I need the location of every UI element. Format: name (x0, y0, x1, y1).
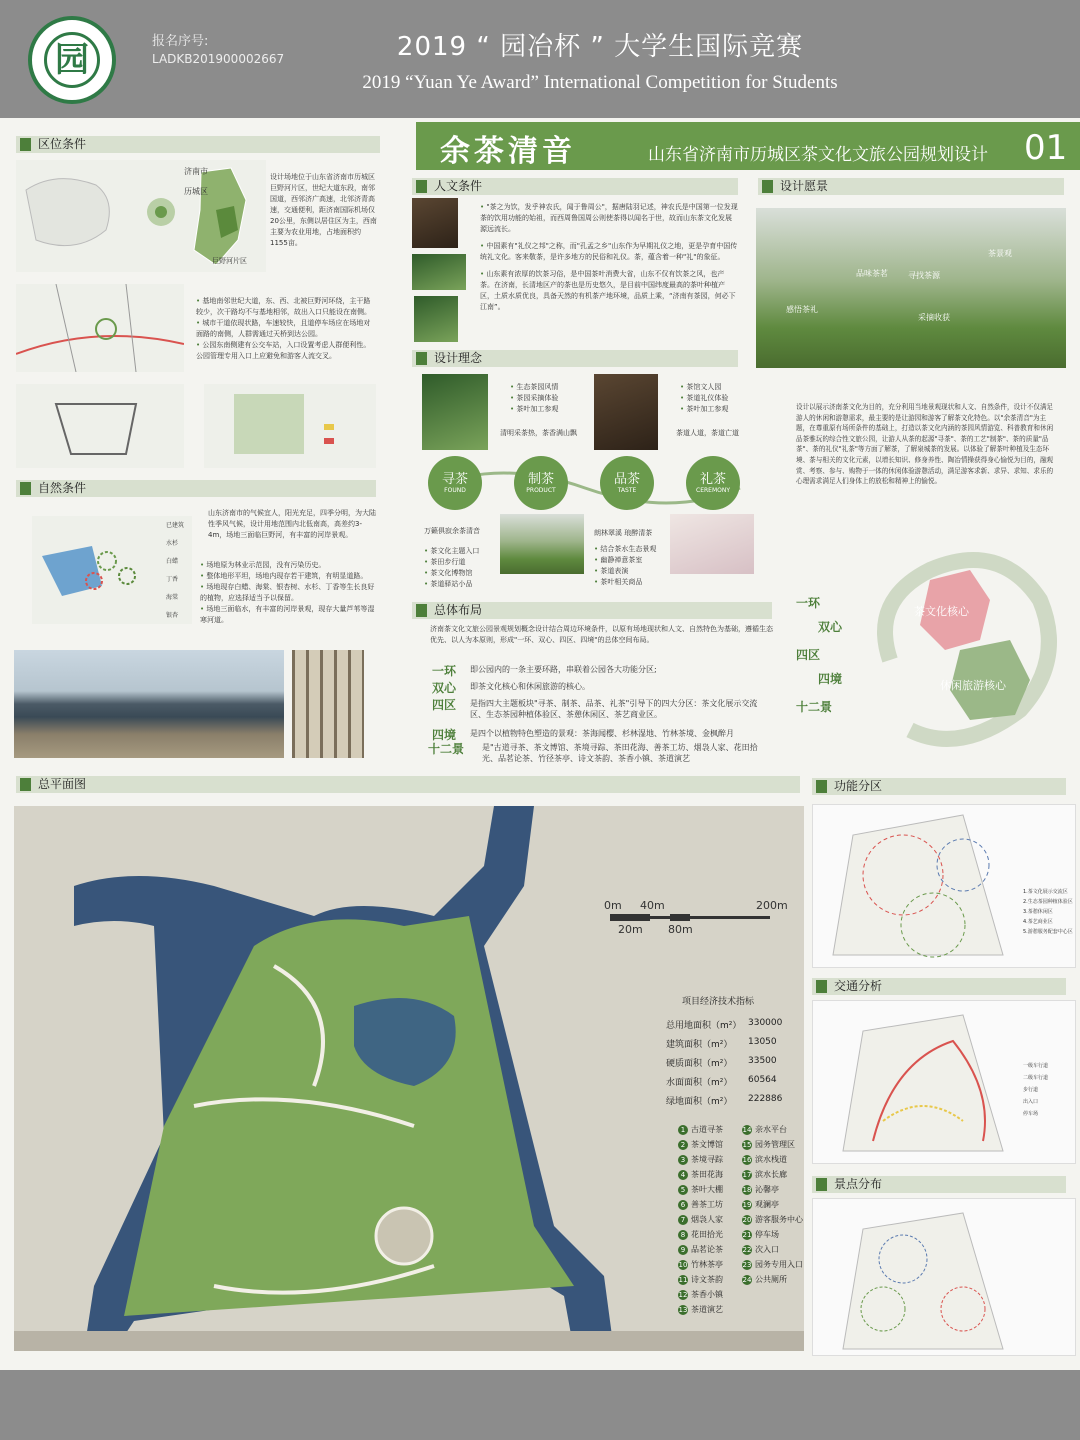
logo-seal-icon: 园 (44, 32, 100, 88)
nature-vegetation-map (32, 516, 192, 624)
legend-number-badge: 7 (678, 1215, 688, 1225)
concept-list-3 (424, 546, 504, 590)
legend-label: 善茶工坊 (691, 1200, 723, 1209)
project-subtitle: 山东省济南市历城区茶文化文旅公园规划设计 (648, 145, 988, 165)
vision-photo-label: 采摘收获 (918, 313, 950, 322)
legend-item (742, 1154, 787, 1165)
stats-value: 33500 (748, 1056, 777, 1066)
concept-caption-1: 清明采茶热，茶香满山飘 (500, 429, 577, 437)
site-context-map-2 (204, 384, 376, 468)
legend-label: 园务专用入口 (755, 1260, 803, 1269)
nature-bullet-list (200, 560, 376, 626)
legend-label: 茶叶大棚 (691, 1185, 723, 1194)
concept-node-en: FOUND (444, 487, 466, 494)
vegetation-map-drawing (32, 516, 192, 624)
function-legend-item: 5.游憩服务配套中心区 (1023, 929, 1073, 935)
legend-item (742, 1199, 779, 1210)
surrounding-road-map (16, 284, 184, 372)
function-legend-item: 2.生态茶园种植体验区 (1023, 899, 1073, 905)
sheet-number: 01 (1024, 128, 1068, 168)
road-map-drawing (16, 284, 184, 372)
legend-item (742, 1214, 803, 1225)
diagram-key-xin: 双心 (818, 620, 843, 634)
nature-legend-item: 丁香 (166, 576, 179, 583)
legend-item (678, 1184, 723, 1195)
culture-bullet: • "茶之为饮，发乎神农氏，闻于鲁周公"，据唐陆羽记述，神农氏是中国第一位发现茶的饮用功能的始祖，而西周鲁国周公则使茶得以闻名于世，故而山东茶文化发展源远流长。 (480, 202, 738, 235)
vision-collage-photo (756, 208, 1066, 368)
legend-item (678, 1274, 723, 1285)
stats-label: 硬质面积（m²） (666, 1059, 733, 1069)
legend-label: 诗文茶韵 (691, 1275, 723, 1284)
concept-list-item: • 茶文化博物馆 (424, 568, 504, 579)
legend-item (742, 1274, 787, 1285)
traffic-legend-item: 二级车行道 (1023, 1075, 1049, 1081)
concept-list-item: • 茶道礼仪体验 (680, 393, 760, 404)
project-title: 余茶清音 (440, 134, 576, 169)
concept-node-en: TASTE (617, 487, 637, 494)
concept-list-2 (680, 382, 760, 415)
legend-label: 园务管理区 (755, 1140, 795, 1149)
traffic-analysis-map (812, 1000, 1076, 1164)
legend-number-badge: 1 (678, 1125, 688, 1135)
legend-number-badge: 12 (678, 1291, 688, 1299)
culture-statue-photo (412, 198, 458, 248)
function-legend-item: 4.茶艺商业区 (1023, 919, 1053, 925)
concept-list-item: • 茶园采摘体验 (510, 393, 590, 404)
map-label-juyehe: 巨野河片区 (212, 257, 247, 265)
layout-desc-jing: 是四个以植物特色塑造的景观：茶海闻樱、杉林湿地、竹林茶境、金枫醉月 (470, 729, 734, 738)
competition-logo (28, 16, 116, 104)
section-function-heading: 功能分区 (812, 778, 1066, 795)
scale-0m: 0m (604, 899, 622, 912)
legend-number-badge: 3 (678, 1155, 688, 1165)
diagram-key-huan: 一环 (796, 596, 821, 610)
nature-legend-item: 银杏 (166, 612, 179, 619)
legend-label: 滨水长廊 (755, 1170, 787, 1179)
legend-label: 公共厕所 (755, 1275, 787, 1284)
section-culture-heading: 人文条件 (412, 178, 738, 195)
section-location-heading: 区位条件 (16, 136, 380, 153)
legend-number-badge: 24 (742, 1276, 752, 1284)
legend-item (678, 1199, 723, 1210)
legend-item (742, 1169, 787, 1180)
culture-bullet-list (480, 202, 738, 313)
dual-core-diagram (850, 540, 1070, 760)
footer-bar (0, 1370, 1080, 1440)
layout-desc-xin: 即茶文化核心和休闲旅游的核心。 (470, 682, 590, 691)
concept-picking-photo (500, 514, 584, 574)
section-nature-heading: 自然条件 (16, 480, 376, 497)
legend-item (678, 1304, 723, 1315)
function-legend-item: 1.茶文化展示交流区 (1023, 889, 1068, 895)
legend-label: 茶文博馆 (691, 1140, 723, 1149)
legend-label: 次入口 (755, 1245, 779, 1254)
site-context-map-1 (16, 384, 184, 468)
vision-text: 设计以展示济南茶文化为目的，充分利用当地景观现状和人文、自然条件，设计不仅满足游人的休闲和游憩需求，最主要的是让游园和游客了解茶文化特色。以"余茶清音"为主题，在尊重原有场所条件的基础上，打造以茶文化内涵的茶园风情游览、科普教育和休闲品茶雅玩的综合性文旅公园，让游人从茶的起源"寻茶"、茶的工艺"制茶"、茶的质量"品茶"、茶的礼仪"礼茶"等方面了解茶，了解泉城茶的发展。以体验了解茶叶种植及生态环境、茶与相关的文化元素，以增长知识、修身养性、陶冶情操获得身心愉悦为目的，融观赏、考察、参与、购物于一体的休闲体验游憩活动，满足游客求新、求异、求知、求乐的心理需求满足人们身体上的放松和精神上的愉悦。 (796, 403, 1054, 486)
traffic-legend-item: 出入口 (1023, 1099, 1039, 1105)
legend-item (742, 1124, 787, 1135)
legend-label: 游客服务中心 (755, 1215, 803, 1224)
stats-label: 总用地面积（m²） (666, 1021, 742, 1031)
stats-value: 60564 (748, 1075, 777, 1085)
project-banner (416, 122, 1080, 170)
concept-caption-4: 朗林翠溪 琅醉清茶 (594, 529, 653, 537)
scale-80m: 80m (668, 923, 693, 936)
legend-label: 滨水栈道 (755, 1155, 787, 1164)
legend-label: 停车场 (755, 1230, 779, 1239)
legend-number-badge: 18 (742, 1186, 752, 1194)
scenery-distribution-drawing (813, 1199, 1076, 1356)
layout-desc-huan: 即公园内的一条主要环路，串联着公园各大功能分区; (470, 665, 657, 674)
nature-bullet: • 场地现存白蜡、海棠、银杏树、水杉、丁香等生长良好的植物，应选择适当予以保留。 (200, 582, 376, 604)
section-master-plan-heading: 总平面图 (16, 776, 800, 793)
stats-label: 建筑面积（m²） (666, 1040, 733, 1050)
core-leisure-label: 休闲旅游核心 (940, 679, 1006, 692)
legend-label: 古道寻茶 (691, 1125, 723, 1134)
section-layout-heading: 总体布局 (412, 602, 772, 619)
header-bar (0, 0, 1080, 118)
layout-key-qu: 四区 (432, 698, 457, 712)
concept-list-item: • 茶叶加工参观 (680, 404, 760, 415)
culture-tea-box-photo (414, 296, 458, 342)
layout-key-jing: 四境 (432, 728, 457, 742)
legend-label: 花田拾光 (691, 1230, 723, 1239)
concept-tea-making-photo (594, 374, 658, 450)
legend-label: 茶道演艺 (691, 1305, 723, 1314)
concept-node-cn: 礼茶 (699, 472, 726, 487)
concept-list-1 (510, 382, 590, 415)
legend-item (678, 1259, 723, 1270)
legend-item (678, 1169, 723, 1180)
concept-list-item: • 茶叶相关商品 (594, 577, 674, 588)
stats-value: 13050 (748, 1037, 777, 1047)
function-legend-item: 3.茶憩休闲区 (1023, 909, 1053, 915)
legend-number-badge: 16 (742, 1156, 752, 1164)
concept-list-item: • 茶文化主题入口 (424, 546, 504, 557)
legend-number-badge: 5 (678, 1185, 688, 1195)
legend-number-badge: 9 (678, 1245, 688, 1255)
concept-node-cn: 制茶 (527, 472, 554, 487)
scale-200m: 200m (756, 899, 788, 912)
concept-list-item: • 幽静禅意茶室 (594, 555, 674, 566)
legend-number-badge: 6 (678, 1200, 688, 1210)
concept-node-ceremony (686, 456, 740, 510)
stats-title: 项目经济技术指标 (682, 997, 755, 1007)
legend-item (678, 1214, 723, 1225)
legend-item (742, 1139, 795, 1150)
section-traffic-heading: 交通分析 (812, 978, 1066, 995)
nature-intro-text: 山东济南市的气候宜人，阳光充足，四季分明，为大陆性季风气候，设计用地范围内北低南高，高差约3-4m，场地三面临巨野河，有丰富的河岸景观。 (208, 509, 376, 539)
stats-value: 222886 (748, 1094, 783, 1104)
concept-node-taste (600, 456, 654, 510)
nature-bullet: • 整体地形平坦，场地内现存若干建筑，有明显道路。 (200, 571, 376, 582)
culture-tea-cup-photo (412, 254, 466, 290)
legend-number-badge: 20 (742, 1216, 752, 1224)
competition-title-en: 2019 “Yuan Ye Award” International Competition for Students (362, 72, 838, 93)
legend-item (742, 1259, 803, 1270)
legend-number-badge: 14 (742, 1126, 752, 1134)
scenery-distribution-map (812, 1198, 1076, 1356)
diagram-key-qu: 四区 (796, 648, 821, 662)
location-bullet: • 城市干道依现状路，车速较快，且道停车场应在场地对面路的南侧，人群需通过天桥到达公园。 (196, 318, 376, 340)
layout-desc-jingdian: 是"古道寻茶、茶文博馆、茶境寻踪、茶田花海、善茶工坊、烟袅人家、花田拾光、品茗论茶、竹径茶亭、诗文茶韵、茶香小镇、茶道演艺 (482, 743, 758, 763)
trees-photo (292, 650, 364, 758)
legend-number-badge: 23 (742, 1261, 752, 1269)
scale-20m: 20m (618, 923, 643, 936)
legend-number-badge: 13 (678, 1306, 688, 1314)
legend-number-badge: 22 (742, 1246, 752, 1254)
legend-item (742, 1229, 779, 1240)
concept-caption-2: 茶道人道，茶道亡道 (676, 429, 739, 437)
legend-label: 品茗论茶 (691, 1245, 723, 1254)
legend-label: 茶香小镇 (691, 1290, 723, 1299)
legend-item (678, 1139, 723, 1150)
concept-list-item: • 茶叶加工参观 (510, 404, 590, 415)
concept-list-item: • 结合茶水生态景观 (594, 544, 674, 555)
legend-number-badge: 8 (678, 1230, 688, 1240)
legend-item (742, 1184, 779, 1195)
section-scenery-heading: 景点分布 (812, 1176, 1066, 1193)
section-concept-heading: 设计理念 (412, 350, 738, 367)
vision-photo-label: 茶景观 (988, 249, 1012, 258)
nature-legend-item: 白蜡 (166, 558, 179, 565)
nature-legend-item: 已建筑 (166, 522, 185, 529)
nature-bullet: • 场地原为林业示范园，没有污染历史。 (200, 560, 376, 571)
legend-number-badge: 19 (742, 1201, 752, 1209)
concept-node-en: PRODUCT (526, 487, 556, 494)
concept-list-item: • 茶馆文人园 (680, 382, 760, 393)
traffic-legend-item: 一级车行道 (1023, 1063, 1049, 1069)
traffic-legend-item: 步行道 (1023, 1087, 1039, 1093)
concept-node-found (428, 456, 482, 510)
scale-40m: 40m (640, 899, 665, 912)
concept-node-en: CEREMONY (696, 487, 730, 494)
legend-number-badge: 21 (742, 1231, 752, 1239)
concept-bamboo-photo (422, 374, 488, 450)
site-context-drawing-2 (204, 384, 376, 468)
legend-number-badge: 10 (678, 1261, 688, 1269)
legend-item (678, 1229, 723, 1240)
legend-label: 茶田花海 (691, 1170, 723, 1179)
registration-number: LADKB201900002667 (152, 52, 285, 66)
legend-number-badge: 4 (678, 1170, 688, 1180)
section-vision-heading: 设计愿景 (758, 178, 1064, 195)
layout-desc-qu: 是指四大主题板块"寻茶、制茶、品茶、礼茶"引导下的四大分区：茶文化展示交流区、生态茶园种植体验区、茶憩休闲区、茶艺商业区。 (470, 699, 758, 719)
layout-key-jingdian: 十二景 (428, 742, 465, 756)
legend-item (678, 1124, 723, 1135)
nature-bullet: • 场地三面临水，有丰富的河岸景观，现存大量芦苇等湿寒河道。 (200, 604, 376, 626)
location-bullet: • 公园东南侧建有公交车站，入口设置考虑人群便利性。公园管理专用入口上应避免和游客人流交叉。 (196, 340, 376, 362)
legend-item (678, 1244, 723, 1255)
legend-item (742, 1244, 779, 1255)
stats-label: 绿地面积（m²） (666, 1097, 733, 1107)
location-map (16, 160, 266, 272)
location-bullet: • 基地南邻世纪大道，东、西、北被巨野河环绕，主干路较少，次干路均不与基地相邻，故出入口只能设在南侧。 (196, 296, 376, 318)
legend-label: 烟袅人家 (691, 1215, 723, 1224)
layout-key-huan: 一环 (432, 664, 457, 678)
legend-label: 竹林茶亭 (691, 1260, 723, 1269)
legend-label: 亲水平台 (755, 1125, 787, 1134)
culture-bullet: • 山东素有浓厚的饮茶习俗，是中国茶叶消费大省，山东不仅有饮茶之风，也产茶。在济南，长清地区产的茶也是历史悠久，是目前中国纬度最高的茶叶种植产区，土质水质优良，具备天然的有机茶产地环境，品质上乘，“济南有茶园，何必下江南”。 (480, 269, 738, 313)
stats-value: 330000 (748, 1018, 783, 1028)
nature-legend-item: 海棠 (166, 594, 179, 601)
map-label-jinan: 济南市 (184, 167, 208, 176)
site-context-drawing-1 (16, 384, 184, 468)
concept-caption-3: 万籁俱寂余茶清音 (424, 527, 480, 535)
legend-label: 沁馨亭 (755, 1185, 779, 1194)
layout-intro-text: 济南茶文化文旅公园景观规划概念设计结合周边环境条件，以原有场地现状和人文、自然特色为基础，遵循生态优先、以人为本原则，形成"一环、双心、四区、四境"的总体空间布局。 (430, 625, 773, 644)
legend-number-badge: 15 (742, 1141, 752, 1149)
competition-title-cn: 2019 “ 园冶杯 ” 大学生国际竞赛 (396, 32, 804, 62)
culture-bullet: • 中国素有"礼仪之邦"之称，而"孔孟之乡"山东作为早期礼仪之地，更是孕育中国传统礼文化。客来敬茶，是许多地方的民俗和礼仪。茶，蕴含着一种"礼"的象征。 (480, 241, 738, 263)
map-label-licheng: 历城区 (184, 187, 208, 196)
registration-label: 报名序号: (152, 34, 209, 49)
concept-list-item: • 茶道驿站小品 (424, 579, 504, 590)
legend-number-badge: 17 (742, 1171, 752, 1179)
river-photo (14, 650, 284, 758)
concept-list-item: • 茶田步行道 (424, 557, 504, 568)
core-culture-label: 茶文化核心 (914, 605, 969, 618)
vision-photo-label: 品味茶茗 (856, 269, 888, 278)
concept-list-4 (594, 544, 674, 588)
diagram-key-jing: 四境 (818, 672, 843, 686)
vision-photo-label: 寻找茶源 (908, 271, 940, 280)
concept-node-cn: 品茶 (613, 472, 640, 487)
location-intro-text: 设计场地位于山东省济南市历城区巨野河片区，世纪大道东段，南邻国道，西邻济广高速，北邻济青高速，交通便利，距济南国际机场仅20公里，东侧以居住区为主，西南主要为农业用地，占地面积约1155亩。 (270, 173, 377, 247)
legend-number-badge: 2 (678, 1140, 688, 1150)
traffic-legend-item: 停车场 (1023, 1111, 1039, 1117)
stats-label: 水面面积（m²） (666, 1078, 733, 1088)
layout-key-xin: 双心 (432, 681, 457, 695)
concept-node-product (514, 456, 568, 510)
concept-list-item: • 生态茶园风情 (510, 382, 590, 393)
concept-ceremony-photo (670, 514, 754, 574)
nature-legend-item: 水杉 (166, 540, 179, 547)
vision-photo-label: 感悟茶礼 (786, 305, 818, 314)
legend-label: 观澜亭 (755, 1200, 779, 1209)
scale-bar-icon (610, 914, 770, 922)
legend-label: 茶境寻踪 (691, 1155, 723, 1164)
legend-item (678, 1154, 723, 1165)
concept-list-item: • 茶道表演 (594, 566, 674, 577)
legend-number-badge: 11 (678, 1276, 688, 1284)
diagram-key-jingdian: 十二景 (796, 700, 833, 714)
location-bullet-list (196, 296, 376, 362)
concept-node-cn: 寻茶 (441, 472, 468, 487)
function-zoning-map (812, 804, 1076, 968)
legend-item (678, 1289, 723, 1300)
